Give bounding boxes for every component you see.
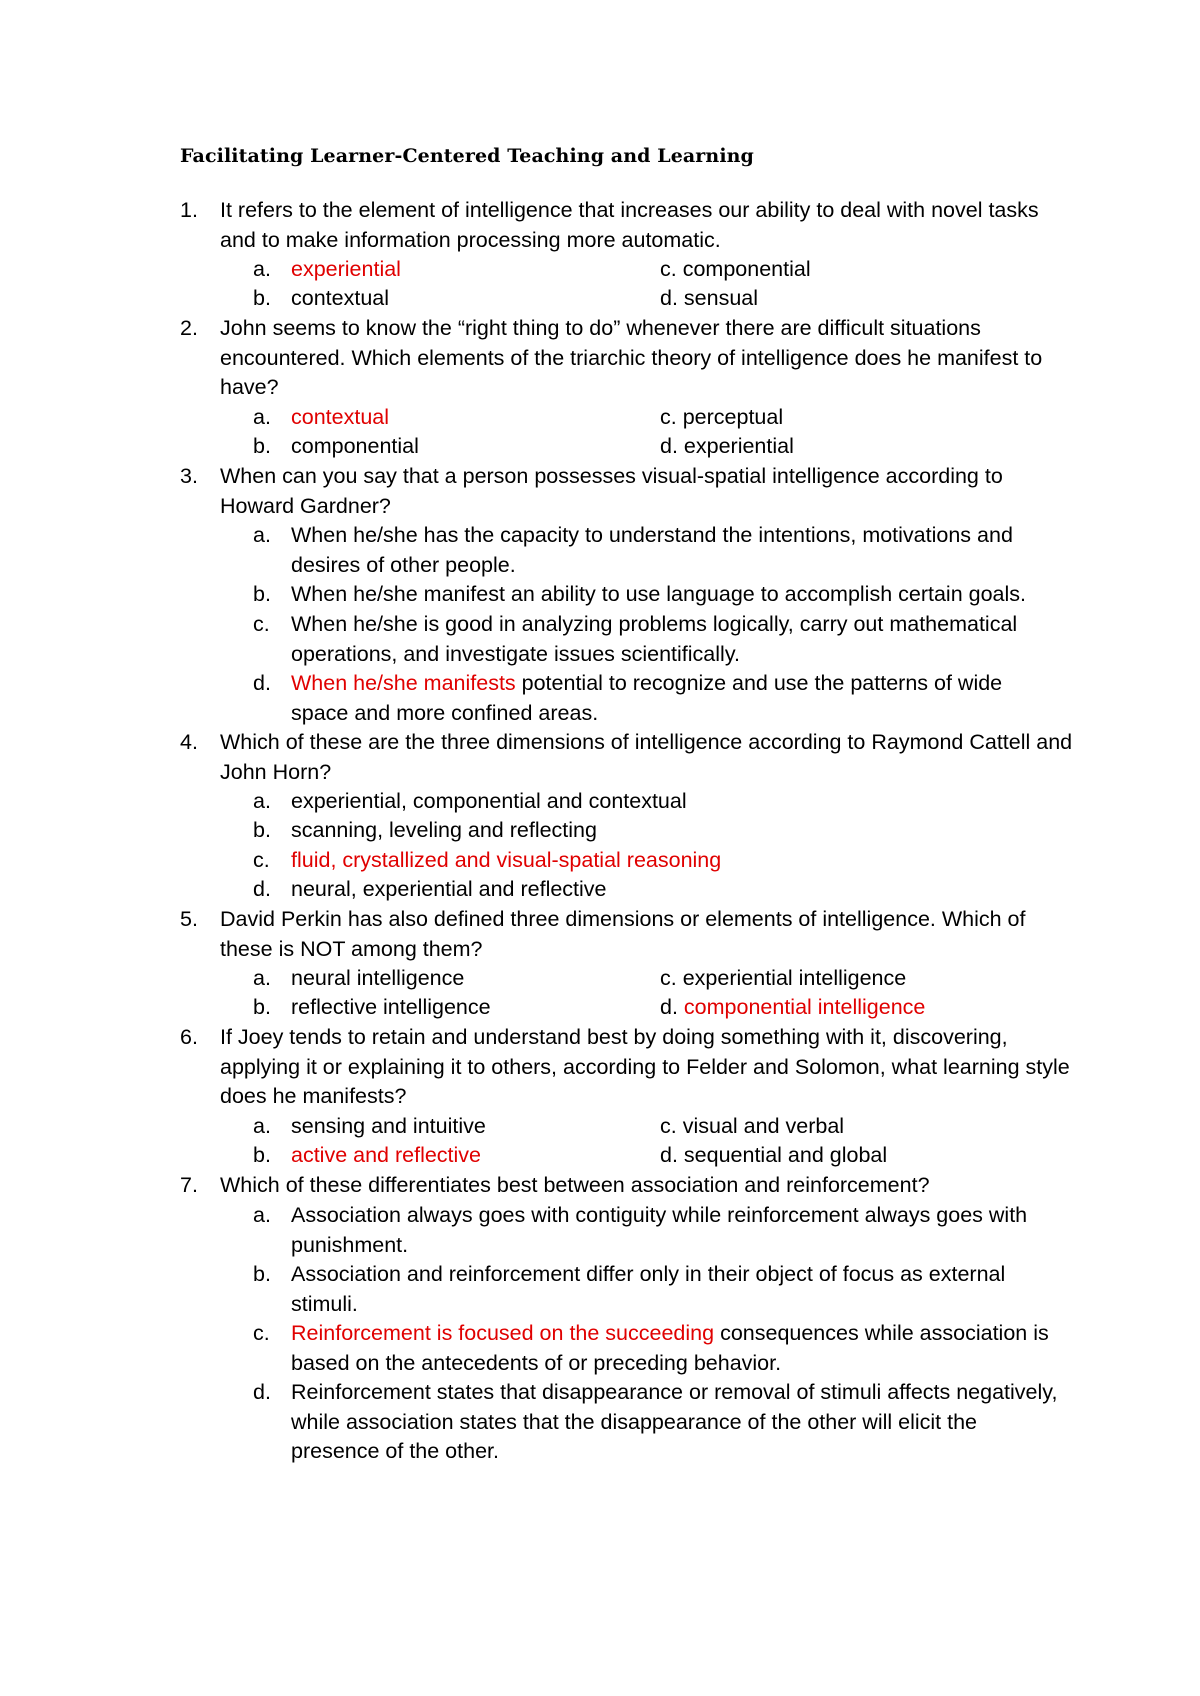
question-number: 7.: [180, 1173, 198, 1197]
answer-text: fluid, crystallized and visual-spatial reasoning: [291, 848, 722, 872]
question-number: 6.: [180, 1025, 198, 1049]
question-text: It refers to the element of intelligence that increases our ability to deal with novel tasks and to make information processing more automatic.: [220, 198, 1039, 252]
option-5d: d. componential intelligence: [660, 995, 926, 1019]
document-page: Facilitating Learner-Centered Teaching and Learning 1. It refers to the element of intelligence that increases our ability to deal with novel tasks and to make information processing more automatic. a. experiential b. contextual c. componential d. sensual 2. John seems to know the “right thing to do” whenever there are difficult situations encountered. Which elements of the triarchic theory of intelligence does he manifest to have? a. contextual b. componential c. perceptual d. experiential 3. When can you say that a person possesses visual-spatial intelligence according to Howard Gardner? a. When he/she has the capacity to understand the intentions, motivations and desires of other people. b. When he/she manifest an ability to use language to accomplish certain goals. c. When he/she is good in analyzing problems logically, carry out mathematical operations, and investigate issues scientifically. d. When he/she manifests potential to recognize and use the patterns of wide space and more confined areas. 4. Which of these are the three dimensions of intelligence according to Raymond Cattell and John Horn? a. experiential, componential and contextual b. scanning, leveling and reflecting c. fluid, crystallized and visual-spatial reasoning d. neural, experiential and reflective 5. David Perkin has also defined three dimensions or elements of intelligence. Which of these is NOT among them? a. neural intelligence b. reflective intelligence c. experiential intelligence d. componential intelligence 6. If Joey tends to retain and understand best by doing something with it, discovering, applying it or explaining it to others, according to Felder and Solomon, what learning style does he manifests? a. sensing and intuitive b. active and reflective c. visual and verbal d. sequential and global 7. Which of these differentiates best between association and reinforcement? a. Association always goes with contiguity while reinforcement always goes with punishment. b. Association and reinforcement differ only in their object of focus as external stimuli. c. Reinforcement is focused on the succeeding consequences while association is based on the antecedents of or preceding behavior. d. Reinforcement states that disappearance or removal of stimuli affects negatively, while association states that the disappearance of the other will elicit the presence of the other.: [0, 0, 1200, 1696]
question-text: David Perkin has also defined three dimensions or elements of intelligence. Which of these is NOT among them?: [220, 907, 1026, 961]
question-number: 4.: [180, 730, 198, 754]
question-number: 3.: [180, 464, 198, 488]
option-1d: d. sensual: [660, 286, 759, 310]
answer-text: experiential: [291, 257, 401, 281]
question-text: John seems to know the “right thing to do” whenever there are difficult situations encountered. Which elements of the triarchic theory of intelligence does he manifest to have?: [220, 316, 1043, 399]
answer-text: componential intelligence: [683, 995, 926, 1019]
question-text: Which of these are the three dimensions of intelligence according to Raymond Cattell and John Horn?: [220, 730, 1073, 784]
question-number: 2.: [180, 316, 198, 340]
answer-highlight: When he/she manifests: [291, 671, 516, 695]
option-1c: c. componential: [660, 257, 811, 281]
option-2c: c. perceptual: [660, 405, 784, 429]
option-2d: d. experiential: [660, 434, 794, 458]
question-text: Which of these differentiates best between association and reinforcement?: [220, 1173, 930, 1197]
question-text: If Joey tends to retain and understand best by doing something with it, discovering, applying it or explaining it to others, according to Felder and Solomon, what learning style does he manifests?: [220, 1025, 1070, 1108]
option-5c: c. experiential intelligence: [660, 966, 907, 990]
question-number: 5.: [180, 907, 198, 931]
question-text: When can you say that a person possesses visual-spatial intelligence according to Howard Gardner?: [220, 464, 1003, 518]
answer-text: contextual: [291, 405, 390, 429]
page-title: Facilitating Learner-Centered Teaching and Learning: [180, 145, 754, 167]
answer-text: active and reflective: [291, 1143, 482, 1167]
option-6c: c. visual and verbal: [660, 1114, 845, 1138]
question-number: 1.: [180, 198, 198, 222]
option-6d: d. sequential and global: [660, 1143, 888, 1167]
answer-highlight: Reinforcement is focused on the succeeding: [291, 1321, 715, 1345]
